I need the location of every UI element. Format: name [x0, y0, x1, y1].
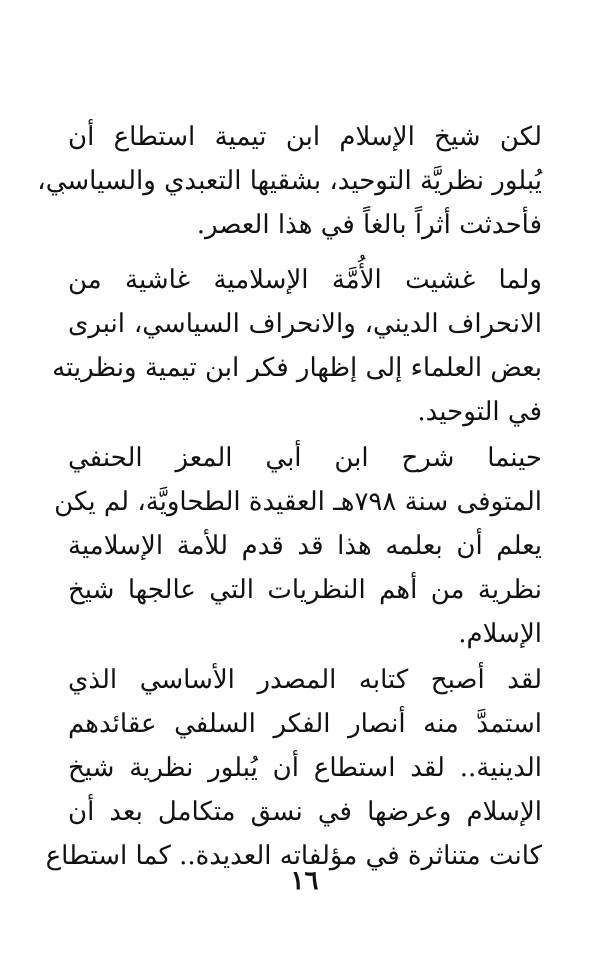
- paragraph-2-line-4: في التوحيد.: [417, 397, 542, 427]
- paragraph-4-line-2: استمدَّ منه أنصار الفكر السلفي عقائدهم: [68, 709, 542, 739]
- paragraph-3-line-5: الإسلام.: [458, 619, 542, 649]
- paragraph-3-line-4: نظرية من أهم النظريات التي عالجها شيخ: [68, 575, 542, 605]
- paragraph-4-line-1: لقد أصبح كتابه المصدر الأساسي الذي: [68, 665, 542, 695]
- paragraph-4-line-3: الدينية.. لقد استطاع أن يُبلور نظرية شيخ: [68, 753, 542, 783]
- page-number: ١٦: [290, 866, 319, 896]
- paragraph-4-line-5: كانت متناثرة في مؤلفاته العديدة.. كما استطاع: [45, 841, 542, 871]
- paragraph-1-line-2: يُبلور نظريَّة التوحيد، بشقيها التعبدي والسياسي،: [37, 166, 542, 196]
- paragraph-3-line-3: يعلم أن بعلمه هذا قد قدم للأمة الإسلامية: [68, 531, 542, 561]
- paragraph-3-line-1: حينما شرح ابن أبي المعز الحنفي: [68, 443, 542, 473]
- paragraph-4: [45, 658, 542, 878]
- paragraph-1-line-3: فأحدثت أثراً بالغاً في هذا العصر.: [196, 210, 542, 240]
- paragraph-2-line-3: بعض العلماء إلى إظهار فكر ابن تيمية ونظريته: [52, 353, 542, 383]
- paragraph-2: [52, 258, 542, 434]
- paragraph-3: [54, 436, 542, 656]
- paragraph-2-line-1: ولما غشيت الأُمَّة الإسلامية غاشية من: [68, 265, 542, 295]
- paragraph-1: [37, 115, 542, 247]
- paragraph-3-line-2: المتوفى سنة ٧٩٨هـ العقيدة الطحاويَّة، لم يكن: [54, 487, 542, 517]
- paragraph-4-line-4: الإسلام وعرضها في نسق متكامل بعد أن: [68, 797, 542, 827]
- paragraph-1-line-1: لكن شيخ الإسلام ابن تيمية استطاع أن: [68, 122, 542, 152]
- paragraph-2-line-2: الانحراف الديني، والانحراف السياسي، انبرى: [68, 309, 542, 339]
